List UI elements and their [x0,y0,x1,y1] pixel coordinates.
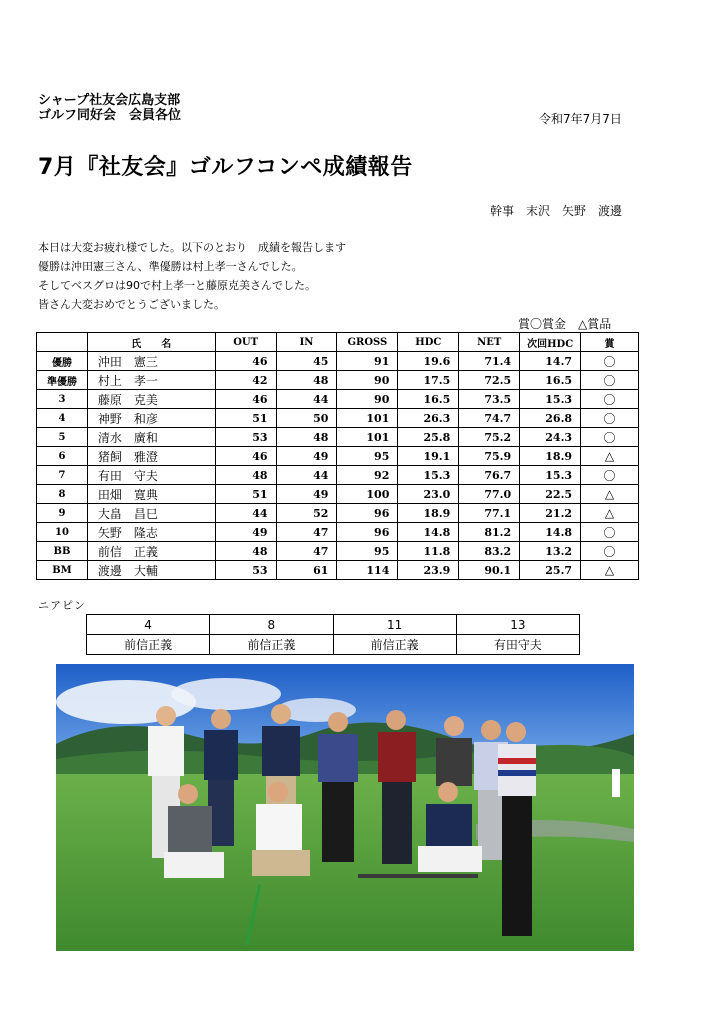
result-hdc: 25.8 [398,428,459,447]
nearpin-hole: 11 [333,615,456,635]
result-net: 71.4 [459,352,520,371]
nearpin-table [86,614,580,655]
table-row [37,352,639,371]
result-net: 72.5 [459,371,520,390]
result-next-hdc: 22.5 [520,485,581,504]
result-hdc: 19.1 [398,447,459,466]
message-line: 本日は大変お疲れ様でした。以下のとおり 成績を報告します [38,241,346,254]
nearpin-hole: 4 [87,615,210,635]
result-gross: 91 [337,352,398,371]
result-prize: 〇 [581,523,639,542]
result-name: 清水 廣和 [87,428,215,447]
result-rank: 優勝 [37,352,88,371]
result-in: 47 [276,542,337,561]
result-hdc: 11.8 [398,542,459,561]
result-next-hdc: 14.8 [520,523,581,542]
result-name: 猪飼 雅澄 [87,447,215,466]
header-next-hdc: 次回HDC [520,333,581,352]
header-gross: GROSS [337,333,398,352]
result-out: 49 [215,523,276,542]
result-in: 49 [276,447,337,466]
result-rank: 3 [37,390,88,409]
result-hdc: 16.5 [398,390,459,409]
nearpin-hole: 13 [456,615,579,635]
result-gross: 92 [337,466,398,485]
result-prize: 〇 [581,390,639,409]
result-prize: 〇 [581,409,639,428]
result-name: 田畑 寛典 [87,485,215,504]
result-hdc: 26.3 [398,409,459,428]
result-next-hdc: 25.7 [520,561,581,580]
result-out: 44 [215,504,276,523]
result-in: 49 [276,485,337,504]
table-row [37,485,639,504]
result-prize: 〇 [581,352,639,371]
result-name: 藤原 克美 [87,390,215,409]
result-net: 77.1 [459,504,520,523]
result-in: 61 [276,561,337,580]
result-in: 45 [276,352,337,371]
report-date: 令和7年7月7日 [539,112,622,126]
table-row [37,561,639,580]
result-name: 大畠 昌巳 [87,504,215,523]
result-next-hdc: 18.9 [520,447,581,466]
result-next-hdc: 14.7 [520,352,581,371]
result-net: 75.9 [459,447,520,466]
result-out: 46 [215,447,276,466]
header-out: OUT [215,333,276,352]
table-row [37,428,639,447]
result-gross: 90 [337,390,398,409]
nearpin-winner: 有田守夫 [456,635,579,655]
result-hdc: 19.6 [398,352,459,371]
organizers: 幹事 末沢 矢野 渡邊 [490,204,623,218]
result-rank: 8 [37,485,88,504]
result-prize: 〇 [581,466,639,485]
result-rank: BB [37,542,88,561]
header-net: NET [459,333,520,352]
result-out: 51 [215,485,276,504]
nearpin-hole: 8 [210,615,333,635]
result-prize: 〇 [581,542,639,561]
table-row [37,504,639,523]
result-net: 73.5 [459,390,520,409]
result-hdc: 18.9 [398,504,459,523]
result-in: 52 [276,504,337,523]
result-next-hdc: 13.2 [520,542,581,561]
result-gross: 101 [337,428,398,447]
result-in: 47 [276,523,337,542]
result-out: 46 [215,390,276,409]
table-row [37,371,639,390]
result-gross: 95 [337,447,398,466]
result-prize: △ [581,485,639,504]
result-gross: 100 [337,485,398,504]
result-rank: 9 [37,504,88,523]
table-row [37,390,639,409]
result-prize: △ [581,561,639,580]
result-net: 76.7 [459,466,520,485]
group-photo [56,664,634,951]
result-next-hdc: 24.3 [520,428,581,447]
result-out: 46 [215,352,276,371]
table-row [37,466,639,485]
result-in: 48 [276,371,337,390]
result-prize: 〇 [581,428,639,447]
result-out: 53 [215,428,276,447]
prize-legend: 賞〇賞金 △賞品 [518,317,612,331]
result-out: 53 [215,561,276,580]
result-rank: BM [37,561,88,580]
nearpin-winner: 前信正義 [333,635,456,655]
result-hdc: 23.9 [398,561,459,580]
result-net: 83.2 [459,542,520,561]
message-line: そしてベスグロは90で村上孝一と藤原克美さんでした。 [38,279,316,292]
table-row [37,409,639,428]
result-in: 48 [276,428,337,447]
message-block [38,238,346,314]
header-hdc: HDC [398,333,459,352]
result-net: 90.1 [459,561,520,580]
result-rank: 10 [37,523,88,542]
result-gross: 96 [337,504,398,523]
result-rank: 6 [37,447,88,466]
result-net: 81.2 [459,523,520,542]
table-row [37,447,639,466]
result-rank: 7 [37,466,88,485]
result-net: 77.0 [459,485,520,504]
table-row [37,523,639,542]
result-hdc: 23.0 [398,485,459,504]
result-next-hdc: 26.8 [520,409,581,428]
result-hdc: 15.3 [398,466,459,485]
result-name: 沖田 憲三 [87,352,215,371]
nearpin-label: ニアピン [38,599,86,612]
result-out: 48 [215,542,276,561]
result-name: 村上 孝一 [87,371,215,390]
result-next-hdc: 15.3 [520,466,581,485]
result-gross: 90 [337,371,398,390]
message-line: 優勝は沖田憲三さん、準優勝は村上孝一さんでした。 [38,260,303,273]
result-prize: 〇 [581,371,639,390]
result-in: 44 [276,466,337,485]
result-net: 74.7 [459,409,520,428]
header-name: 氏 名 [87,333,215,352]
addressee-line-1: シャープ社友会広島支部 [38,93,181,108]
results-header-row [37,333,639,352]
result-name: 有田 守夫 [87,466,215,485]
result-in: 44 [276,390,337,409]
result-next-hdc: 21.2 [520,504,581,523]
result-next-hdc: 16.5 [520,371,581,390]
result-hdc: 14.8 [398,523,459,542]
result-out: 48 [215,466,276,485]
result-next-hdc: 15.3 [520,390,581,409]
header-in: IN [276,333,337,352]
result-net: 75.2 [459,428,520,447]
result-name: 渡邊 大輔 [87,561,215,580]
message-line: 皆さん大変おめでとうございました。 [38,298,225,311]
nearpin-winner: 前信正義 [87,635,210,655]
page-title: 7月『社友会』ゴルフコンペ成績報告 [38,155,413,180]
result-gross: 101 [337,409,398,428]
nearpin-hole-row [87,615,580,635]
result-gross: 96 [337,523,398,542]
result-prize: △ [581,504,639,523]
result-rank: 4 [37,409,88,428]
nearpin-winner-row [87,635,580,655]
nearpin-winner: 前信正義 [210,635,333,655]
result-rank: 準優勝 [37,371,88,390]
group-photo-illustration [56,664,634,951]
result-name: 前信 正義 [87,542,215,561]
header-rank [37,333,88,352]
result-out: 51 [215,409,276,428]
result-gross: 114 [337,561,398,580]
result-hdc: 17.5 [398,371,459,390]
addressee-line-2: ゴルフ同好会 会員各位 [38,108,182,123]
result-name: 矢野 隆志 [87,523,215,542]
result-name: 神野 和彦 [87,409,215,428]
result-in: 50 [276,409,337,428]
result-prize: △ [581,447,639,466]
result-gross: 95 [337,542,398,561]
header-prize: 賞 [581,333,639,352]
table-row [37,542,639,561]
result-rank: 5 [37,428,88,447]
results-table [36,332,639,580]
result-out: 42 [215,371,276,390]
